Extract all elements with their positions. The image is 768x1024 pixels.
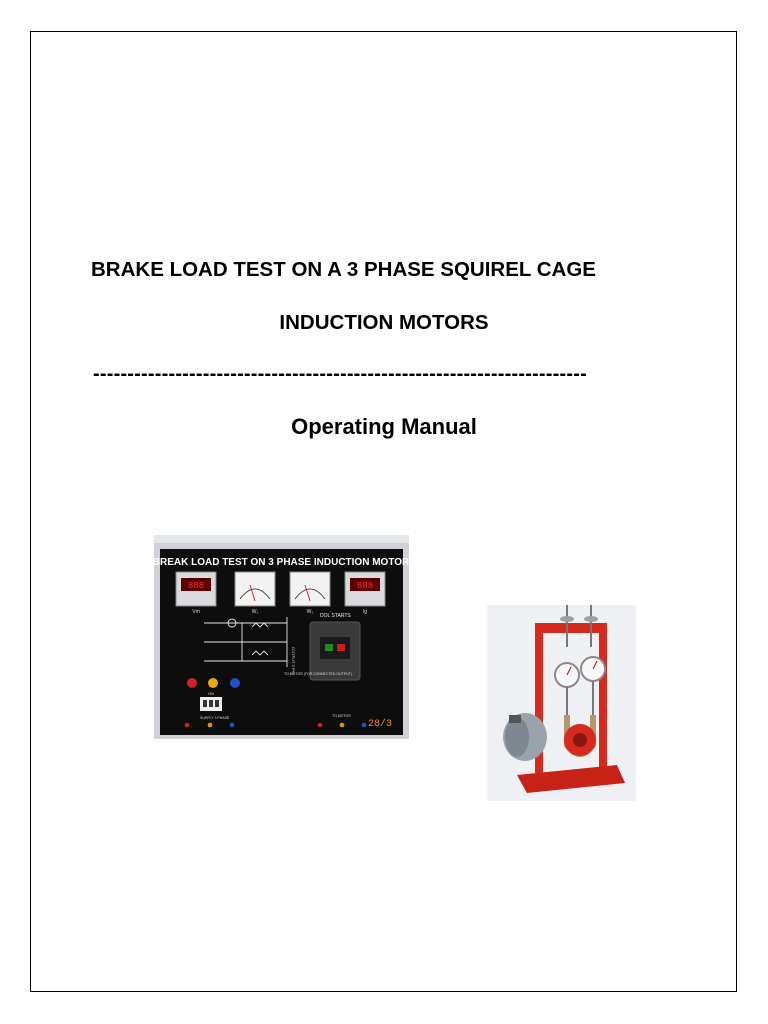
date-stamp: 28/3 — [368, 719, 393, 730]
separator-line: ------------------------------------------------------------------------ — [93, 363, 587, 385]
svg-text:888: 888 — [356, 581, 374, 591]
title-line-1: BRAKE LOAD TEST ON A 3 PHASE SQUIREL CAGE — [91, 258, 596, 281]
yellow-indicator — [208, 678, 218, 688]
frame-top — [535, 623, 607, 633]
meter-label-vm: Vm — [192, 609, 200, 615]
subtitle: Operating Manual — [291, 414, 477, 439]
trainer-panel-photo — [92, 497, 482, 797]
brake-drum-photo — [487, 605, 636, 801]
panel-header: BREAK LOAD TEST ON 3 PHASE INDUCTION MOTOR — [152, 557, 410, 568]
red-indicator — [187, 678, 197, 688]
frame-right — [599, 623, 607, 773]
meter-label-w1: W₁ — [251, 609, 259, 615]
blue-indicator — [230, 678, 240, 688]
motor-output-label: TO MOTOR (FOR CONNECTED OUTPUT) — [284, 672, 352, 676]
dol-starter — [310, 613, 360, 680]
supply-label: SUPPLY 3 PHASE — [200, 716, 230, 720]
meter-label-w2: W₂ — [306, 609, 314, 615]
to-motor-label: TO MOTOR — [332, 714, 351, 718]
svg-text:OUTPUT 3 PH: OUTPUT 3 PH — [291, 647, 296, 674]
svg-text:888: 888 — [187, 581, 205, 591]
panel-frame-top — [154, 535, 409, 543]
dol-label: DOL STARTS — [320, 613, 351, 619]
title-line-2: INDUCTION MOTORS — [279, 311, 489, 334]
meter-label-ig: Ig — [362, 609, 368, 615]
mcb-label: ON — [208, 691, 214, 696]
